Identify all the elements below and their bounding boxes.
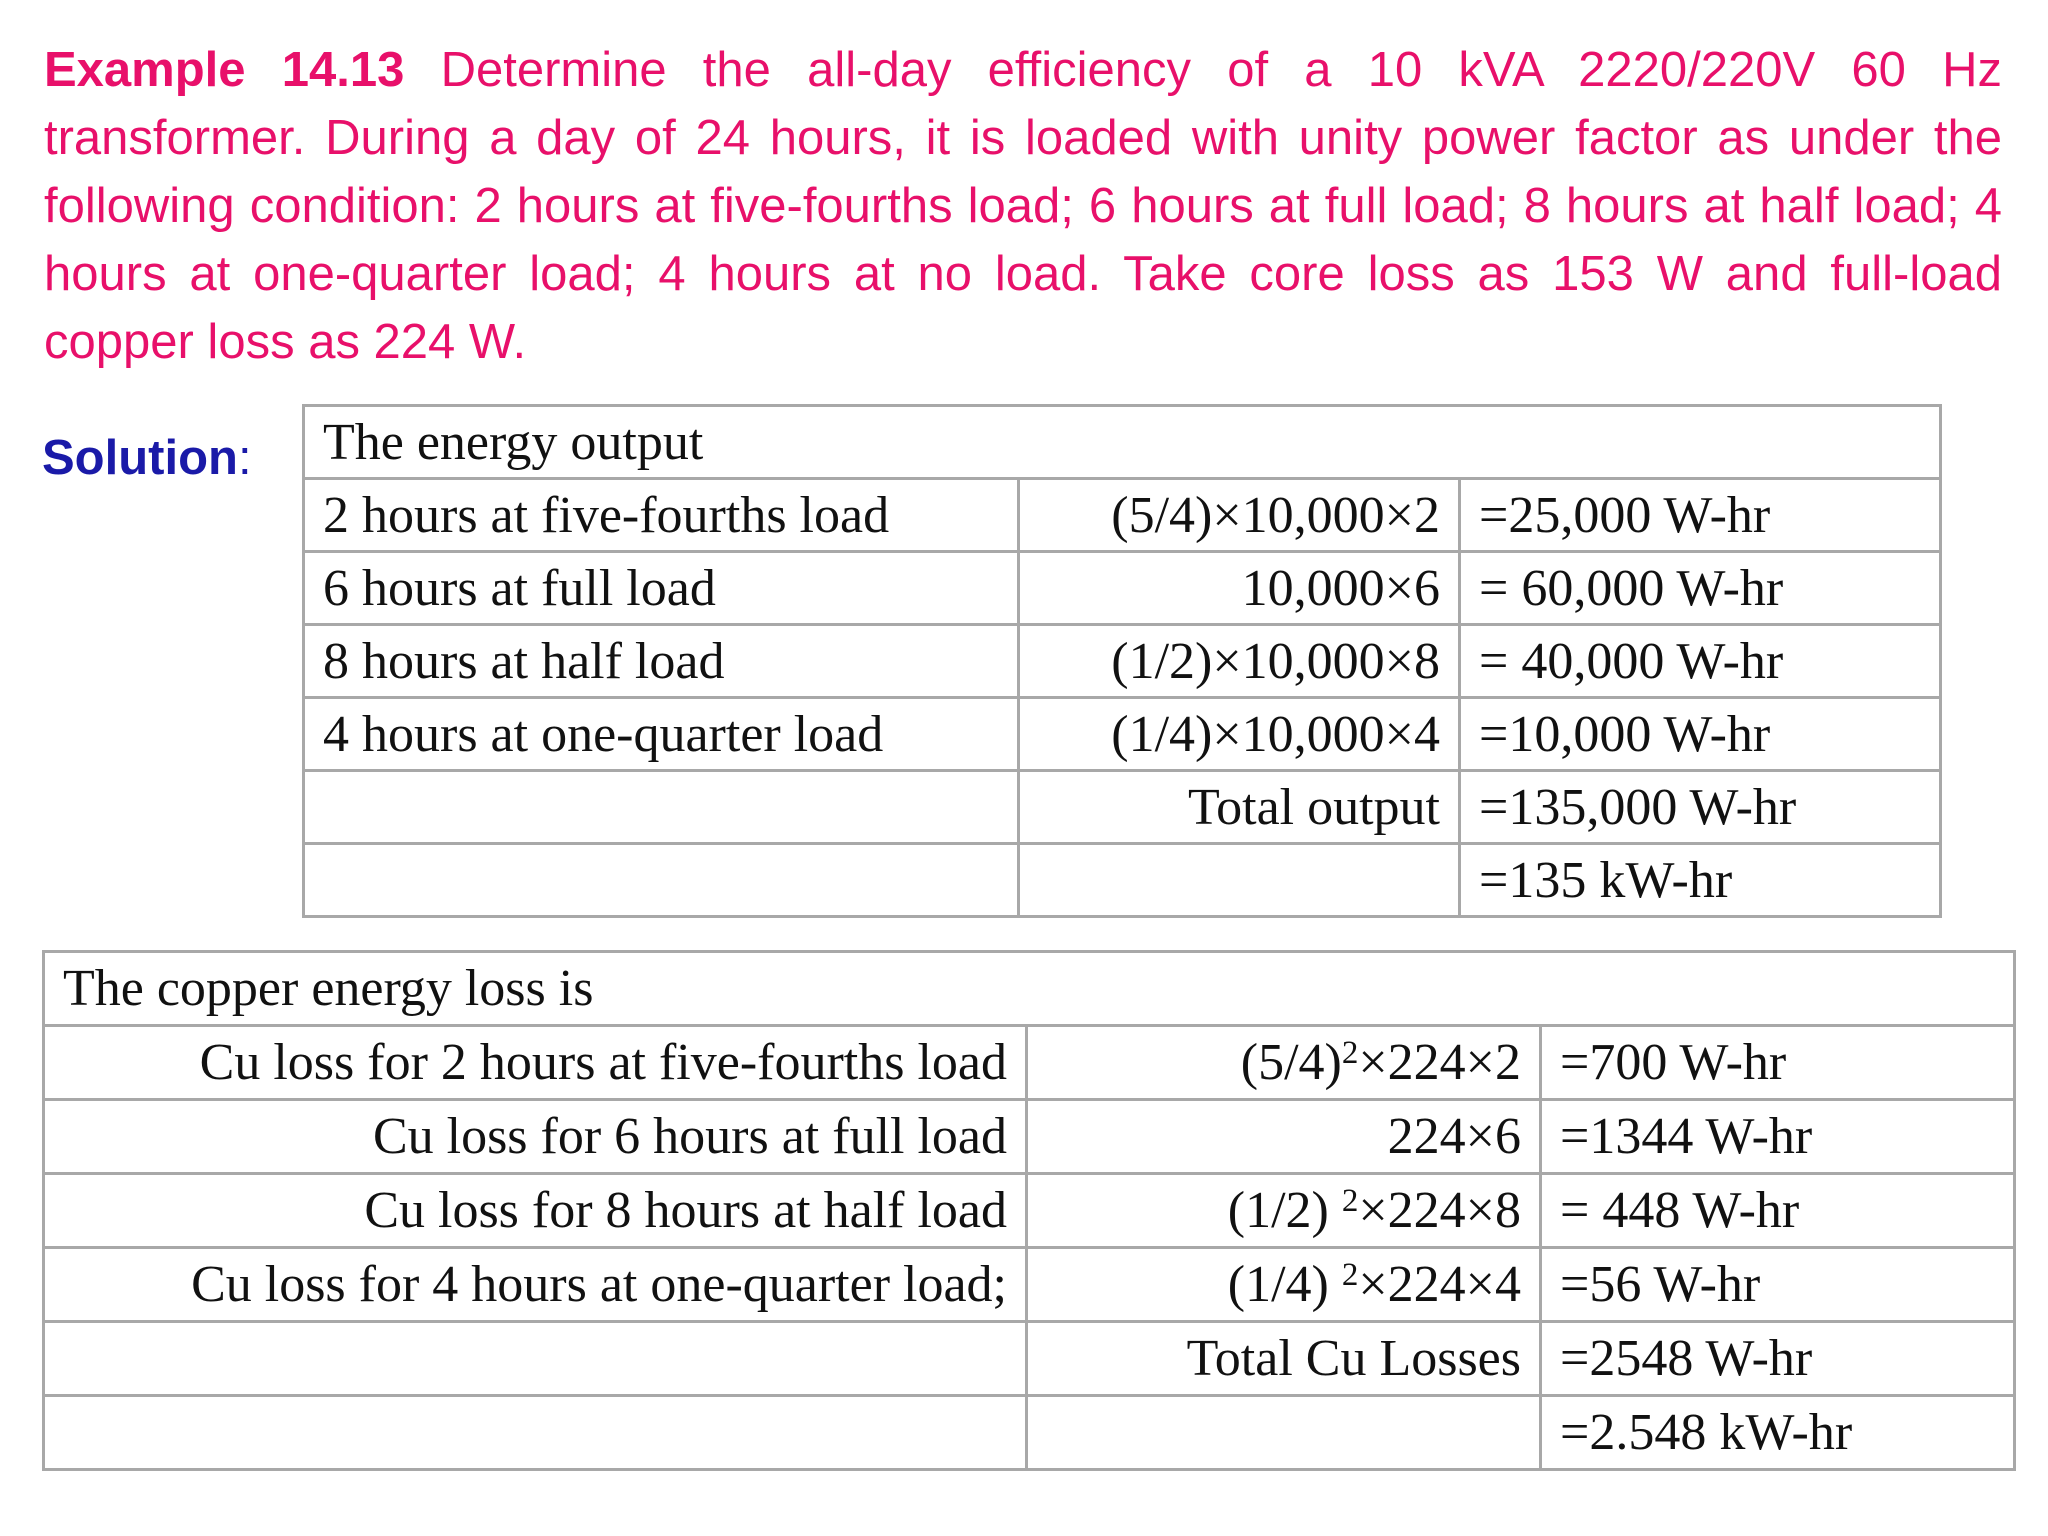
energy-output-table: [302, 404, 1942, 918]
problem-text: Determine the all-day efficiency of a 10 kVA 2220/220V 60 Hz transformer. During a day of 24 hours, it is loaded with unity power factor as under the following condition: 2 hours at five-fourths load; 6 hours at full load; 8 hours at half load; 4 hours at one-quarter load; 4 hours at no load. Take core loss as 153 W and full-load copper loss as 224 W.: [44, 43, 2002, 369]
calc-exponent: 2: [1341, 1035, 1359, 1071]
row-calculation: [1027, 1174, 1541, 1248]
empty-cell: [304, 771, 1019, 844]
row-description: Cu loss for 6 hours at full load: [44, 1100, 1027, 1174]
calc-rest: ×224×8: [1358, 1182, 1521, 1239]
row-description: 8 hours at half load: [304, 625, 1019, 698]
calc-exponent: 2: [1341, 1257, 1359, 1293]
total-output-kwh: =135 kW-hr: [1460, 844, 1941, 917]
empty-cell: [1019, 844, 1460, 917]
row-description: Cu loss for 8 hours at half load: [44, 1174, 1027, 1248]
row-result: = 40,000 W-hr: [1460, 625, 1941, 698]
example-label: Example 14.13: [44, 43, 405, 97]
row-result: = 60,000 W-hr: [1460, 552, 1941, 625]
table-row: [304, 552, 1941, 625]
table-row: [44, 952, 2015, 1026]
table-row: [304, 771, 1941, 844]
copper-loss-table: [42, 950, 2016, 1471]
row-result: =1344 W-hr: [1541, 1100, 2015, 1174]
table-row: [44, 1396, 2015, 1470]
row-calculation: (1/4)×10,000×4: [1019, 698, 1460, 771]
calc-base: (1/4): [1227, 1256, 1342, 1313]
calc-rest: ×224×2: [1358, 1034, 1521, 1091]
calc-base: (5/4): [1240, 1034, 1342, 1091]
row-calculation: 10,000×6: [1019, 552, 1460, 625]
table-row: [44, 1026, 2015, 1100]
energy-output-heading: The energy output: [304, 406, 1941, 479]
table-row: [304, 844, 1941, 917]
solution-colon: :: [237, 431, 252, 485]
empty-cell: [304, 844, 1019, 917]
copper-loss-heading: The copper energy loss is: [44, 952, 2015, 1026]
calc-base: (1/2): [1227, 1182, 1342, 1239]
empty-cell: [44, 1322, 1027, 1396]
row-calculation: [1027, 1248, 1541, 1322]
row-result: = 448 W-hr: [1541, 1174, 2015, 1248]
row-description: 6 hours at full load: [304, 552, 1019, 625]
total-cu-loss-label: Total Cu Losses: [1027, 1322, 1541, 1396]
table-row: [44, 1322, 2015, 1396]
table-row: [304, 479, 1941, 552]
row-result: =700 W-hr: [1541, 1026, 2015, 1100]
row-result: =25,000 W-hr: [1460, 479, 1941, 552]
table-row: [44, 1100, 2015, 1174]
row-calculation: 224×6: [1027, 1100, 1541, 1174]
row-calculation: (1/2)×10,000×8: [1019, 625, 1460, 698]
row-description: Cu loss for 2 hours at five-fourths load: [44, 1026, 1027, 1100]
table-row: [44, 1174, 2015, 1248]
row-result: =56 W-hr: [1541, 1248, 2015, 1322]
table-row: [44, 1248, 2015, 1322]
total-cu-loss-kwh: =2.548 kW-hr: [1541, 1396, 2015, 1470]
row-description: 4 hours at one-quarter load: [304, 698, 1019, 771]
row-result: =10,000 W-hr: [1460, 698, 1941, 771]
calc-rest: ×224×4: [1358, 1256, 1521, 1313]
row-description: 2 hours at five-fourths load: [304, 479, 1019, 552]
empty-cell: [1027, 1396, 1541, 1470]
total-cu-loss-wh: =2548 W-hr: [1541, 1322, 2015, 1396]
row-calculation: [1027, 1026, 1541, 1100]
total-output-wh: =135,000 W-hr: [1460, 771, 1941, 844]
calc-exponent: 2: [1341, 1183, 1359, 1219]
table-row: [304, 406, 1941, 479]
total-output-label: Total output: [1019, 771, 1460, 844]
solution-heading: [42, 424, 252, 492]
problem-statement: [44, 36, 2002, 376]
row-calculation: (5/4)×10,000×2: [1019, 479, 1460, 552]
empty-cell: [44, 1396, 1027, 1470]
row-description: Cu loss for 4 hours at one-quarter load;: [44, 1248, 1027, 1322]
table-row: [304, 625, 1941, 698]
solution-label: Solution: [42, 431, 238, 485]
table-row: [304, 698, 1941, 771]
